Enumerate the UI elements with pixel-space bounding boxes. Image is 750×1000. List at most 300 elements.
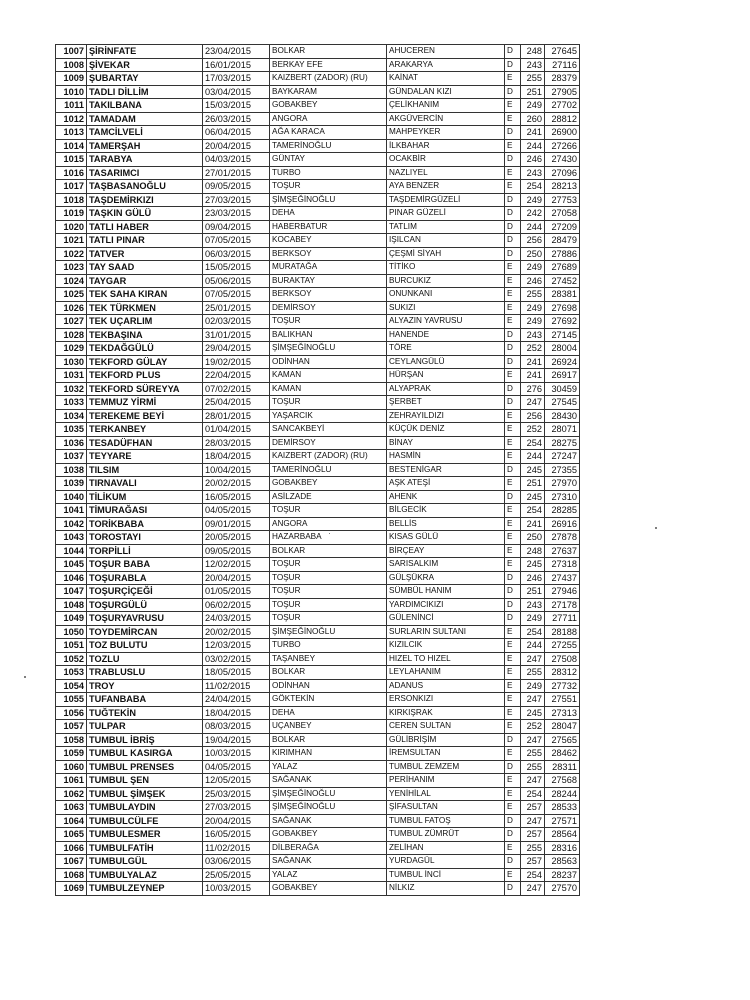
birth-date-cell: 01/04/2015 [203, 423, 270, 437]
value-b-cell: 28462 [545, 747, 580, 761]
row-number-cell: 1060 [56, 760, 87, 774]
value-b-cell: 27178 [545, 598, 580, 612]
row-number-cell: 1051 [56, 639, 87, 653]
value-a-cell: 241 [521, 126, 545, 140]
table-row [56, 355, 580, 369]
dam-name-cell: CEREN SULTAN [387, 720, 505, 734]
table-row [56, 693, 580, 707]
value-b-cell: 27711 [545, 612, 580, 626]
row-number-cell: 1048 [56, 598, 87, 612]
table-row [56, 180, 580, 194]
value-a-cell: 245 [521, 706, 545, 720]
dam-name-cell: ZELİHAN [387, 841, 505, 855]
sire-name-cell: HAZARBABA [270, 531, 387, 545]
birth-date-cell: 20/04/2015 [203, 139, 270, 153]
value-a-cell: 276 [521, 382, 545, 396]
row-number-cell: 1063 [56, 801, 87, 815]
value-b-cell: 27551 [545, 693, 580, 707]
value-b-cell: 28213 [545, 180, 580, 194]
table-row [56, 396, 580, 410]
sex-code-cell: E [505, 315, 521, 329]
sex-code-cell: E [505, 180, 521, 194]
sex-code-cell: E [505, 679, 521, 693]
row-number-cell: 1042 [56, 517, 87, 531]
sex-code-cell: D [505, 207, 521, 221]
table-row [56, 382, 580, 396]
horse-name-cell: TOŞURYAVRUSU [87, 612, 203, 626]
sex-code-cell: D [505, 234, 521, 248]
row-number-cell: 1068 [56, 868, 87, 882]
value-b-cell: 27310 [545, 490, 580, 504]
sire-name-cell: BERKSOY [270, 247, 387, 261]
sex-code-cell: D [505, 855, 521, 869]
birth-date-cell: 10/04/2015 [203, 463, 270, 477]
horse-name-cell: TADLI DİLLİM [87, 85, 203, 99]
row-number-cell: 1021 [56, 234, 87, 248]
birth-date-cell: 23/03/2015 [203, 207, 270, 221]
sire-name-cell: ŞİMŞEĞİNOĞLU [270, 801, 387, 815]
birth-date-cell: 04/05/2015 [203, 504, 270, 518]
value-a-cell: 247 [521, 652, 545, 666]
value-a-cell: 254 [521, 436, 545, 450]
horse-name-cell: TOŞURGÜLÜ [87, 598, 203, 612]
sire-name-cell: SAĞANAK [270, 774, 387, 788]
dam-name-cell: BİNAY [387, 436, 505, 450]
value-a-cell: 241 [521, 517, 545, 531]
sex-code-cell: D [505, 220, 521, 234]
sire-name-cell: ODİNHAN [270, 355, 387, 369]
sex-code-cell: E [505, 99, 521, 113]
table-row [56, 787, 580, 801]
table-row [56, 436, 580, 450]
value-a-cell: 249 [521, 193, 545, 207]
row-number-cell: 1029 [56, 342, 87, 356]
row-number-cell: 1023 [56, 261, 87, 275]
value-a-cell: 255 [521, 666, 545, 680]
row-number-cell: 1017 [56, 180, 87, 194]
birth-date-cell: 19/02/2015 [203, 355, 270, 369]
row-number-cell: 1013 [56, 126, 87, 140]
horse-name-cell: TOZ BULUTU [87, 639, 203, 653]
sire-name-cell: DEMİRSOY [270, 436, 387, 450]
sire-name-cell: ODİNHAN [270, 679, 387, 693]
sire-name-cell: ANGORA [270, 112, 387, 126]
row-number-cell: 1035 [56, 423, 87, 437]
value-b-cell: 28244 [545, 787, 580, 801]
row-number-cell: 1056 [56, 706, 87, 720]
row-number-cell: 1044 [56, 544, 87, 558]
sex-code-cell: D [505, 396, 521, 410]
dam-name-cell: KIZILCIK [387, 639, 505, 653]
value-b-cell: 27247 [545, 450, 580, 464]
row-number-cell: 1020 [56, 220, 87, 234]
value-b-cell: 27266 [545, 139, 580, 153]
value-b-cell: 27096 [545, 166, 580, 180]
horse-name-cell: TUMBUL KASIRGA [87, 747, 203, 761]
sire-name-cell: TOŞUR [270, 396, 387, 410]
dam-name-cell: ERSONKIZI [387, 693, 505, 707]
value-a-cell: 254 [521, 504, 545, 518]
sex-code-cell: E [505, 288, 521, 302]
horse-name-cell: TUMBULZEYNEP [87, 882, 203, 896]
table-row [56, 220, 580, 234]
row-number-cell: 1032 [56, 382, 87, 396]
sire-name-cell: DEHA [270, 706, 387, 720]
sex-code-cell: E [505, 531, 521, 545]
value-a-cell: 244 [521, 639, 545, 653]
sex-code-cell: E [505, 544, 521, 558]
sex-code-cell: D [505, 585, 521, 599]
sire-name-cell: KAIZBERT (ZADOR) (RU) [270, 72, 387, 86]
sire-name-cell: UÇANBEY [270, 720, 387, 734]
dam-name-cell: BURCUKIZ [387, 274, 505, 288]
dam-name-cell: TAŞDEMİRGÜZELİ [387, 193, 505, 207]
horse-name-cell: TAY SAAD [87, 261, 203, 275]
horse-name-cell: TAKILBANA [87, 99, 203, 113]
value-b-cell: 27145 [545, 328, 580, 342]
sire-name-cell: YALAZ [270, 868, 387, 882]
sex-code-cell: E [505, 706, 521, 720]
row-number-cell: 1012 [56, 112, 87, 126]
sex-code-cell: D [505, 612, 521, 626]
sex-code-cell: E [505, 504, 521, 518]
sire-name-cell: YAŞARCIK [270, 409, 387, 423]
birth-date-cell: 20/05/2015 [203, 531, 270, 545]
row-number-cell: 1065 [56, 828, 87, 842]
sex-code-cell: E [505, 477, 521, 491]
dam-name-cell: YARDIMCIKIZI [387, 598, 505, 612]
birth-date-cell: 18/04/2015 [203, 450, 270, 464]
row-number-cell: 1030 [56, 355, 87, 369]
sire-name-cell: YALAZ [270, 760, 387, 774]
sire-name-cell: BOLKAR [270, 733, 387, 747]
row-number-cell: 1036 [56, 436, 87, 450]
scan-speck [655, 527, 657, 529]
value-a-cell: 249 [521, 612, 545, 626]
sire-name-cell: GOBAKBEY [270, 882, 387, 896]
table-row [56, 855, 580, 869]
table-row [56, 153, 580, 167]
dam-name-cell: ALYAZIN YAVRUSU [387, 315, 505, 329]
row-number-cell: 1054 [56, 679, 87, 693]
birth-date-cell: 27/01/2015 [203, 166, 270, 180]
row-number-cell: 1014 [56, 139, 87, 153]
dam-name-cell: SARISALKIM [387, 558, 505, 572]
dam-name-cell: YENİHİLAL [387, 787, 505, 801]
birth-date-cell: 17/03/2015 [203, 72, 270, 86]
table-row [56, 517, 580, 531]
sire-name-cell: ŞİMŞEĞİNOĞLU [270, 787, 387, 801]
sire-name-cell: BERKAY EFE [270, 58, 387, 72]
value-b-cell: 26924 [545, 355, 580, 369]
dam-name-cell: BİRÇEAY [387, 544, 505, 558]
value-b-cell: 27886 [545, 247, 580, 261]
sire-name-cell: KOCABEY [270, 234, 387, 248]
row-number-cell: 1033 [56, 396, 87, 410]
row-number-cell: 1059 [56, 747, 87, 761]
value-a-cell: 244 [521, 450, 545, 464]
birth-date-cell: 29/04/2015 [203, 342, 270, 356]
birth-date-cell: 16/05/2015 [203, 490, 270, 504]
birth-date-cell: 27/03/2015 [203, 801, 270, 815]
horse-name-cell: TASARIMCI [87, 166, 203, 180]
table-row [56, 315, 580, 329]
value-a-cell: 246 [521, 153, 545, 167]
value-a-cell: 257 [521, 801, 545, 815]
sex-code-cell: E [505, 72, 521, 86]
horse-name-cell: TORPİLLİ [87, 544, 203, 558]
table-row [56, 126, 580, 140]
value-b-cell: 27565 [545, 733, 580, 747]
sire-name-cell: TURBO [270, 166, 387, 180]
dam-name-cell: GÜLŞÜKRA [387, 571, 505, 585]
table-row [56, 247, 580, 261]
value-b-cell: 27430 [545, 153, 580, 167]
value-a-cell: 244 [521, 139, 545, 153]
row-number-cell: 1049 [56, 612, 87, 626]
horse-name-cell: TUMBULAYDIN [87, 801, 203, 815]
birth-date-cell: 15/05/2015 [203, 261, 270, 275]
birth-date-cell: 12/02/2015 [203, 558, 270, 572]
birth-date-cell: 11/02/2015 [203, 841, 270, 855]
row-number-cell: 1031 [56, 369, 87, 383]
row-number-cell: 1058 [56, 733, 87, 747]
table-row [56, 571, 580, 585]
row-number-cell: 1064 [56, 814, 87, 828]
row-number-cell: 1037 [56, 450, 87, 464]
sire-name-cell: TAMERİNOĞLU [270, 463, 387, 477]
sex-code-cell: D [505, 58, 521, 72]
value-a-cell: 243 [521, 58, 545, 72]
birth-date-cell: 18/04/2015 [203, 706, 270, 720]
sex-code-cell: D [505, 193, 521, 207]
table-row [56, 423, 580, 437]
sex-code-cell: D [505, 45, 521, 59]
value-a-cell: 255 [521, 72, 545, 86]
row-number-cell: 1024 [56, 274, 87, 288]
row-number-cell: 1052 [56, 652, 87, 666]
value-a-cell: 255 [521, 747, 545, 761]
value-a-cell: 247 [521, 733, 545, 747]
dam-name-cell: ONUNKANI [387, 288, 505, 302]
sex-code-cell: E [505, 139, 521, 153]
horse-name-cell: ŞİRİNFATE [87, 45, 203, 59]
value-a-cell: 247 [521, 693, 545, 707]
row-number-cell: 1061 [56, 774, 87, 788]
sire-name-cell: TOŞUR [270, 504, 387, 518]
dam-name-cell: ALYAPRAK [387, 382, 505, 396]
value-b-cell: 28430 [545, 409, 580, 423]
sire-name-cell: GÖKTEKİN [270, 693, 387, 707]
value-a-cell: 245 [521, 490, 545, 504]
sire-name-cell: TURBO [270, 639, 387, 653]
sex-code-cell: D [505, 733, 521, 747]
value-a-cell: 243 [521, 328, 545, 342]
value-a-cell: 255 [521, 760, 545, 774]
birth-date-cell: 23/04/2015 [203, 45, 270, 59]
value-a-cell: 252 [521, 720, 545, 734]
sex-code-cell: D [505, 382, 521, 396]
table-row [56, 72, 580, 86]
value-b-cell: 28237 [545, 868, 580, 882]
dam-name-cell: OCAKBİR [387, 153, 505, 167]
sex-code-cell: E [505, 261, 521, 275]
birth-date-cell: 25/01/2015 [203, 301, 270, 315]
horse-name-cell: TUMBUL ŞEN [87, 774, 203, 788]
value-b-cell: 27209 [545, 220, 580, 234]
birth-date-cell: 12/05/2015 [203, 774, 270, 788]
sex-code-cell: E [505, 517, 521, 531]
value-a-cell: 257 [521, 855, 545, 869]
birth-date-cell: 20/02/2015 [203, 625, 270, 639]
dam-name-cell: AHENK [387, 490, 505, 504]
dam-name-cell: ŞERBET [387, 396, 505, 410]
horse-name-cell: TUMBULFATİH [87, 841, 203, 855]
value-b-cell: 28379 [545, 72, 580, 86]
value-b-cell: 27116 [545, 58, 580, 72]
value-b-cell: 27970 [545, 477, 580, 491]
birth-date-cell: 25/04/2015 [203, 396, 270, 410]
dam-name-cell: KIRKIŞRAK [387, 706, 505, 720]
dam-name-cell: HASMİN [387, 450, 505, 464]
dam-name-cell: PINAR GÜZELİ [387, 207, 505, 221]
sex-code-cell: D [505, 571, 521, 585]
horse-name-cell: TEKDAĞGÜLÜ [87, 342, 203, 356]
table-row [56, 760, 580, 774]
table-row [56, 139, 580, 153]
row-number-cell: 1067 [56, 855, 87, 869]
birth-date-cell: 07/05/2015 [203, 234, 270, 248]
table-row [56, 814, 580, 828]
sex-code-cell: E [505, 409, 521, 423]
dam-name-cell: CEYLANGÜLÜ [387, 355, 505, 369]
dam-name-cell: HÜRŞAN [387, 369, 505, 383]
value-a-cell: 247 [521, 814, 545, 828]
sire-name-cell: TOŞUR [270, 571, 387, 585]
sire-name-cell: KAMAN [270, 369, 387, 383]
sire-name-cell: ASİLZADE [270, 490, 387, 504]
dam-name-cell: GÜLİBRİŞİM [387, 733, 505, 747]
birth-date-cell: 05/06/2015 [203, 274, 270, 288]
horse-name-cell: TUMBULCÜLFE [87, 814, 203, 828]
value-a-cell: 250 [521, 247, 545, 261]
value-b-cell: 26917 [545, 369, 580, 383]
birth-date-cell: 16/01/2015 [203, 58, 270, 72]
sex-code-cell: E [505, 868, 521, 882]
value-b-cell: 28071 [545, 423, 580, 437]
horse-name-cell: TATLI HABER [87, 220, 203, 234]
sex-code-cell: E [505, 301, 521, 315]
sex-code-cell: D [505, 598, 521, 612]
table-row [56, 409, 580, 423]
table-row [56, 288, 580, 302]
dam-name-cell: BESTENİGAR [387, 463, 505, 477]
value-b-cell: 27570 [545, 882, 580, 896]
horse-name-cell: TUMBULYALAZ [87, 868, 203, 882]
value-a-cell: 257 [521, 828, 545, 842]
sire-name-cell: BURAKTAY [270, 274, 387, 288]
birth-date-cell: 04/05/2015 [203, 760, 270, 774]
birth-date-cell: 15/03/2015 [203, 99, 270, 113]
dam-name-cell: BİLGECİK [387, 504, 505, 518]
birth-date-cell: 04/03/2015 [203, 153, 270, 167]
row-number-cell: 1034 [56, 409, 87, 423]
value-b-cell: 27571 [545, 814, 580, 828]
sire-name-cell: BERKSOY [270, 288, 387, 302]
horse-name-cell: TORİKBABA [87, 517, 203, 531]
dam-name-cell: İLKBAHAR [387, 139, 505, 153]
table-row [56, 801, 580, 815]
row-number-cell: 1015 [56, 153, 87, 167]
table-row [56, 639, 580, 653]
sire-name-cell: SAĞANAK [270, 855, 387, 869]
sex-code-cell: E [505, 666, 521, 680]
horse-name-cell: TOROSTAYI [87, 531, 203, 545]
table-row [56, 747, 580, 761]
sire-name-cell: DEHA [270, 207, 387, 221]
horse-name-cell: TATLI PINAR [87, 234, 203, 248]
sire-name-cell: BALIKHAN [270, 328, 387, 342]
birth-date-cell: 26/03/2015 [203, 112, 270, 126]
horse-name-cell: TESADÜFHAN [87, 436, 203, 450]
value-a-cell: 251 [521, 585, 545, 599]
birth-date-cell: 06/04/2015 [203, 126, 270, 140]
row-number-cell: 1055 [56, 693, 87, 707]
value-a-cell: 242 [521, 207, 545, 221]
table-row [56, 274, 580, 288]
value-b-cell: 30459 [545, 382, 580, 396]
horse-name-cell: TUMBULGÜL [87, 855, 203, 869]
row-number-cell: 1038 [56, 463, 87, 477]
horse-name-cell: TOZLU [87, 652, 203, 666]
table-row [56, 625, 580, 639]
birth-date-cell: 03/06/2015 [203, 855, 270, 869]
row-number-cell: 1062 [56, 787, 87, 801]
value-a-cell: 254 [521, 787, 545, 801]
dam-name-cell: TİTİKO [387, 261, 505, 275]
horse-name-cell: TUMBUL İBRİŞ [87, 733, 203, 747]
table-row [56, 679, 580, 693]
table-row [56, 490, 580, 504]
value-a-cell: 246 [521, 571, 545, 585]
dam-name-cell: TUMBUL İNCİ [387, 868, 505, 882]
horse-name-cell: TEMMUZ YİRMİ [87, 396, 203, 410]
sex-code-cell: E [505, 436, 521, 450]
sire-name-cell: BOLKAR [270, 45, 387, 59]
value-b-cell: 28285 [545, 504, 580, 518]
birth-date-cell: 12/03/2015 [203, 639, 270, 653]
horse-name-cell: TAŞKIN GÜLÜ [87, 207, 203, 221]
table-row [56, 234, 580, 248]
dam-name-cell: TUMBUL FATOŞ [387, 814, 505, 828]
horse-name-cell: TEKFORD SÜREYYA [87, 382, 203, 396]
table-row [56, 612, 580, 626]
dam-name-cell: MAHPEYKER [387, 126, 505, 140]
birth-date-cell: 20/04/2015 [203, 571, 270, 585]
dam-name-cell: YURDAGÜL [387, 855, 505, 869]
row-number-cell: 1047 [56, 585, 87, 599]
value-b-cell: 27058 [545, 207, 580, 221]
table-row [56, 369, 580, 383]
value-b-cell: 28479 [545, 234, 580, 248]
horse-name-cell: TAMERŞAH [87, 139, 203, 153]
dam-name-cell: ZEHRAYILDIZI [387, 409, 505, 423]
value-a-cell: 245 [521, 463, 545, 477]
row-number-cell: 1010 [56, 85, 87, 99]
sire-name-cell: KIRIMHAN [270, 747, 387, 761]
sire-name-cell: TOŞUR [270, 315, 387, 329]
birth-date-cell: 08/03/2015 [203, 720, 270, 734]
